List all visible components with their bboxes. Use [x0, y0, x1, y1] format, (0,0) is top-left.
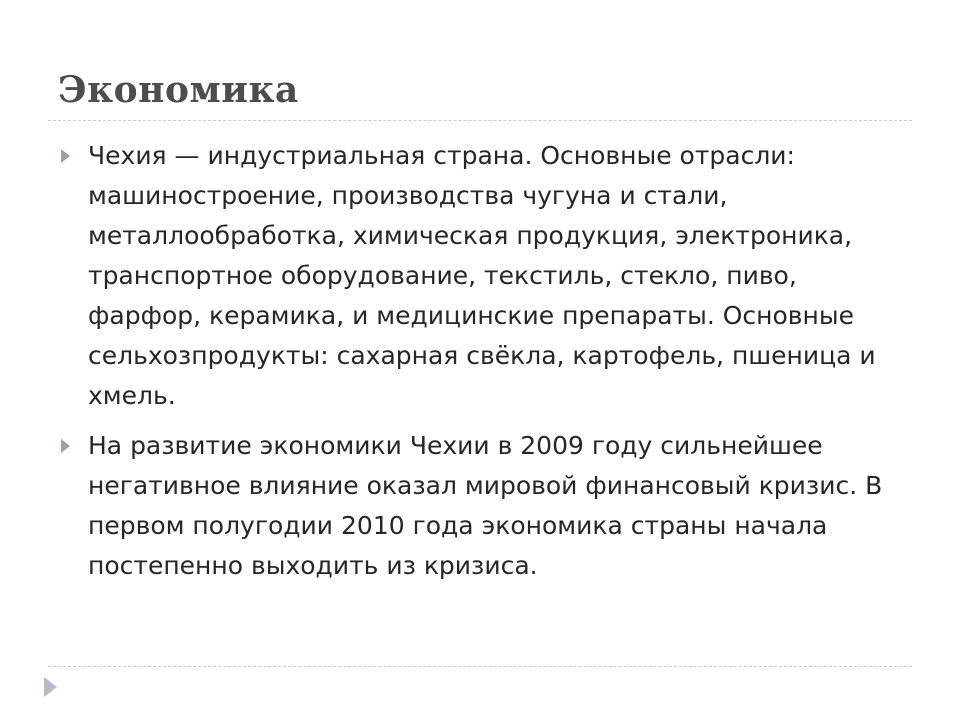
- bullet-text: На развитие экономики Чехии в 2009 году сильнейшее негативное влияние оказал мировой финансовый кризис. В первом полугодии 2010 года экономика страны начала постепенно выходить из кризиса.: [88, 431, 883, 580]
- triangle-right-icon: [61, 149, 70, 163]
- bullet-item: [56, 426, 916, 586]
- slide-title: Экономика: [58, 69, 299, 111]
- bullet-text: Чехия — индустриальная страна. Основные отрасли: машиностроение, производства чугуна и стали, металлообработка, химическая продукция, электроника, транспортное оборудование, текстиль, стекло, пиво, фарфор, керамика, и медицинские препараты. Основные сельхозпродукты: сахарная свёкла, картофель, пшеница и хмель.: [88, 141, 876, 410]
- bullet-item: [56, 136, 916, 416]
- triangle-right-icon: [61, 439, 70, 453]
- footer-divider: [48, 666, 912, 667]
- bullet-list: [56, 136, 916, 596]
- title-divider: [48, 120, 912, 121]
- next-slide-arrow-icon[interactable]: [44, 677, 57, 697]
